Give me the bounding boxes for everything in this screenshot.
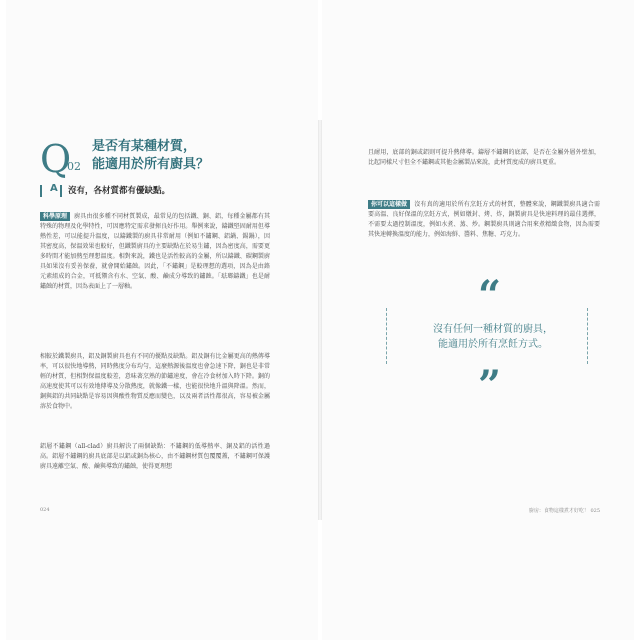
comparison-text: 相較於鐵製廚具，鋁及銅製廚具也有不同的優點及缺點。鋁及銅有比金屬更高的熱傳導率，可以很快地導熱，同時熱度分布均勻，這麼熱源後溫度也會急速下降，銅也是非常輕的材質，但相對保溫度較差，意味著烹熟的節鏽速度，會在冷食材加入時下降。銅的高速度使其可以有效地傳導及分散熱度，就像鐵一樣，也能很快地升溫與降溫。然而，銅與鋁的共同缺點是容易因與酸性物質反應而變色，以及兩者活性都很高，容易被金屬溶於食物中。 bbox=[40, 353, 270, 410]
tip-tag: 你可以這樣做 bbox=[368, 200, 410, 209]
tip-paragraph bbox=[368, 200, 600, 240]
page-footer-right: 廚房：食物這樣煮才好吃！ 025 bbox=[528, 508, 600, 514]
tip-text: 沒有真的適用於所有烹飪方式的材質，整體來說，鋼鐵製廚具適合需要高溫、良好保溫的烹飪方式，例如燉封、烤、炸，銅製廚具是快速料理的最佳選擇，不需要太過控制溫度，例如水煮、蒸、炒。鋼製廚具則適合用來煮精緻食物，因為需要其快速轉換溫度的能力，例如海鮮、醬料、焦糖、巧克力。 bbox=[368, 201, 600, 238]
pull-quote bbox=[400, 322, 586, 352]
allclad-text: 鋁層不鏽鋼（all-clad）廚具解決了兩個缺點：不鏽鋼的低導熱率、銅及鋁的活性過高。鋁層不鏽鋼的廚具底部是以鋁或銅為核心，由不鏽鋼材質包覆覆蓋，不鏽鋼可保護廚具遠離空氣、酸、鹼與導致的鏽蝕，使得更理想 bbox=[40, 443, 270, 470]
science-paragraph bbox=[40, 212, 270, 292]
continuation-text: 且耐用，底部的銅或鋁則可提升熱傳導。鑄層不鏽鋼的底部，是否在金屬外層外壁加，比起同樣尺寸但全不鏽鋼或其他金屬製品來說，此材質度成的廚具更重。 bbox=[368, 149, 600, 166]
answer-bar-left bbox=[40, 185, 47, 197]
continuation-paragraph bbox=[368, 148, 600, 168]
science-tag: 科學原理 bbox=[40, 212, 70, 221]
question-title-line1: 是否有某種材質， bbox=[92, 139, 197, 154]
pull-quote-line1: 沒有任何一種材質的廚具， bbox=[433, 324, 553, 335]
page-number-left: 024 bbox=[40, 507, 50, 513]
question-title-line2: 能適用於所有廚具？ bbox=[92, 157, 210, 172]
allclad-paragraph bbox=[40, 442, 270, 472]
comparison-paragraph bbox=[40, 352, 270, 412]
question-number: 02 bbox=[67, 160, 81, 173]
quote-close-mark: ” bbox=[478, 362, 502, 409]
question-title bbox=[92, 138, 292, 174]
pull-quote-line2: 能適用於所有烹飪方式。 bbox=[438, 339, 548, 350]
book-gutter bbox=[318, 120, 322, 520]
answer-marker: A bbox=[50, 183, 58, 194]
left-page bbox=[6, 0, 318, 640]
answer-bar-right bbox=[60, 185, 62, 197]
quote-open-mark: “ bbox=[478, 272, 502, 319]
science-text: 廚具由很多種不同材質製成，最常見的包括鐵、銅、鋁，每種金屬都有其特殊的物理及化學特性，可因應特定需求發揮良好作用。舉例來說，鑄鐵堅固耐用但導熱性差，可以能提升溫度，以鑄鐵製的廚具非常耐用（例如不鏽鋼、鋁鍋、錫鍋），因其密度高，保溫效果也較好，但鐵製廚具的主要缺點在於易生鏽，因為密度高，需要更多時間才能加熱至理想溫度。相對來說，鐵也是活性較高的金屬，所以鑄鐵、碳鋼製廚具如果沒有妥善保養，就會開始鏽蝕。因此，「不鏽鋼」是較理想的選項，因為是由鉻元素組成的合金，可抵禦含有水、空氣、酸、鹼成分導致的鏽蝕。「琺瑯鑄鐵」也是耐鏽蝕的材質，因為表面上了一層釉。 bbox=[40, 213, 270, 290]
question-letter: Q bbox=[40, 137, 72, 181]
answer-text: 沒有，各材質都有優缺點。 bbox=[68, 186, 171, 196]
